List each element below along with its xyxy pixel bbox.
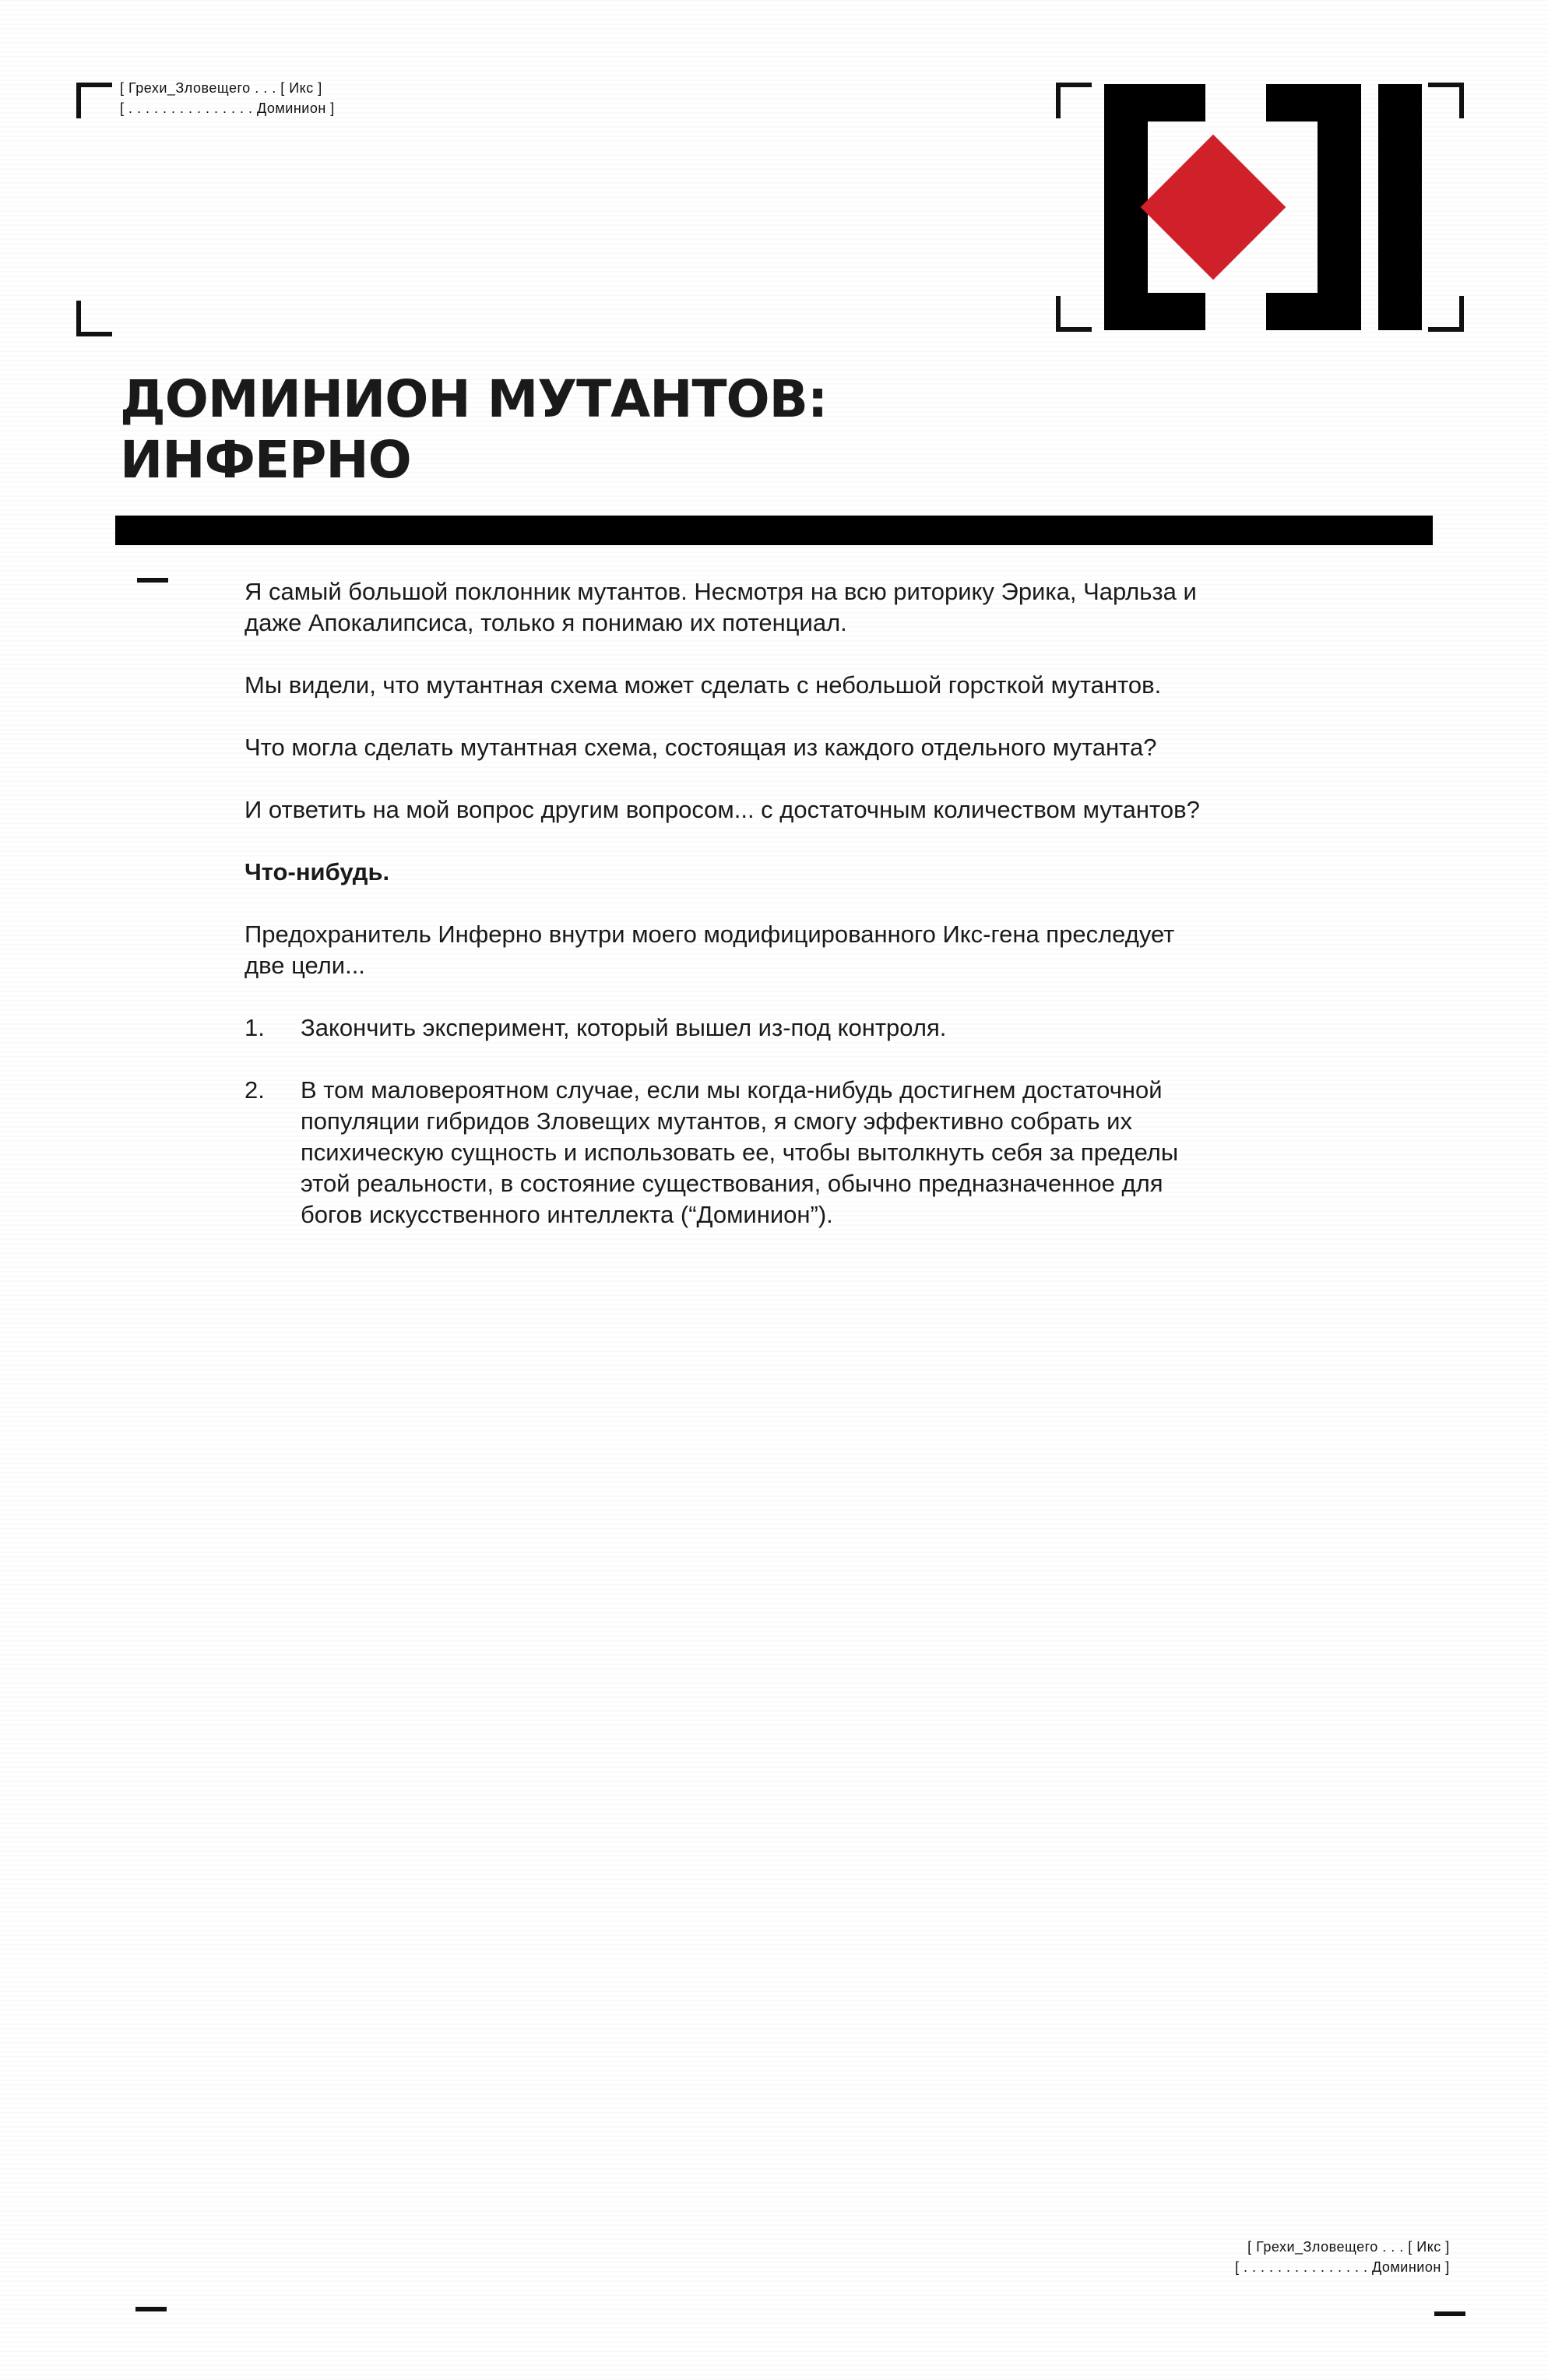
sinister-logo [1056, 83, 1464, 332]
page-title [120, 369, 827, 491]
logo-corner-bottom-left [1056, 296, 1092, 332]
title-rule [115, 516, 1433, 545]
list-item-1-number: 1. [245, 1014, 265, 1041]
header-line-1: [ Грехи_Зловещего . . . [ Икс ] [120, 80, 322, 96]
paragraph-6: Предохранитель Инферно внутри моего модифицированного Икс-гена преследует две цели... [245, 921, 1175, 979]
section-dash [137, 578, 168, 583]
logo-corner-top-right [1428, 83, 1464, 118]
logo-left-bracket-top [1104, 84, 1205, 121]
paragraph-2: Мы видели, что мутантная схема может сделать с небольшой горсткой мутантов. [245, 671, 1162, 699]
footer-label [1235, 2237, 1450, 2277]
logo-left-bracket-bottom [1104, 293, 1205, 330]
list-item-2 [245, 1075, 1218, 1230]
header-line-2: [ . . . . . . . . . . . . . . . Доминион ] [120, 100, 335, 116]
footer-line-1: [ Грехи_Зловещего . . . [ Икс ] [1247, 2239, 1450, 2255]
logo-right-bracket-bottom [1266, 293, 1361, 330]
paragraph-3: Что могла сделать мутантная схема, состоящая из каждого отдельного мутанта? [245, 734, 1157, 761]
page-title-line-1: ДОМИНИОН МУТАНТОВ: [120, 369, 828, 429]
footer-dash-left [135, 2307, 167, 2311]
logo-right-bracket-top [1266, 84, 1361, 121]
list-item-1 [245, 1012, 1218, 1044]
logo-vertical-bar [1378, 84, 1422, 330]
corner-bracket-top-left [76, 83, 112, 118]
footer-dash-right [1434, 2311, 1465, 2316]
paragraph-4: И ответить на мой вопрос другим вопросом... с достаточным количеством мутантов? [245, 796, 1200, 823]
logo-corner-top-left [1056, 83, 1092, 118]
corner-bracket-bottom-left [76, 301, 112, 336]
list-item-2-text: В том маловероятном случае, если мы когда-нибудь достигнем достаточной популяции гибридов Зловещих мутантов, я смогу эффективно собрать их психическую сущность и использовать ее, чтобы вытолкнуть себя за пределы этой реальности, в состояние существования, обычно предназначенное для богов искусственного интеллекта (“Доминион”). [301, 1076, 1179, 1228]
logo-corner-bottom-right [1428, 296, 1464, 332]
body-content [245, 576, 1218, 1262]
page-title-line-2: ИНФЕРНО [120, 430, 411, 490]
list-item-2-number: 2. [245, 1076, 265, 1104]
logo-red-diamond [1141, 135, 1286, 280]
paragraph-5-emphasis: Что-нибудь. [245, 858, 390, 885]
paragraph-1: Я самый большой поклонник мутантов. Несмотря на всю риторику Эрика, Чарльза и даже Апокалипсиса, только я понимаю их потенциал. [245, 578, 1197, 636]
footer-line-2: [ . . . . . . . . . . . . . . . Доминион ] [1235, 2259, 1450, 2275]
list-item-1-text: Закончить эксперимент, который вышел из-под контроля. [301, 1014, 947, 1041]
header-label [120, 78, 335, 118]
